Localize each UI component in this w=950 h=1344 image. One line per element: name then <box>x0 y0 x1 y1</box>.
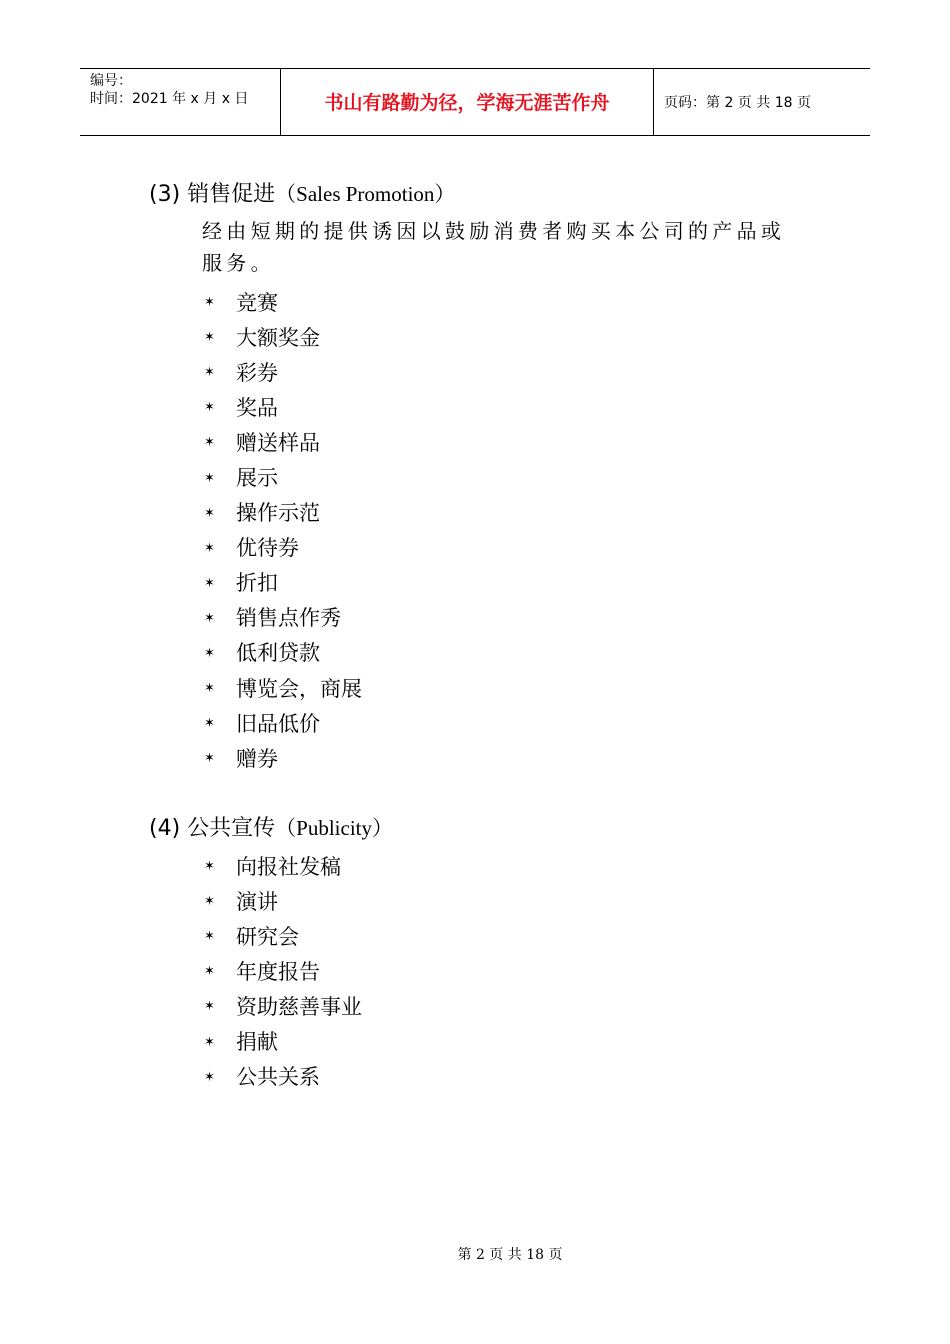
bullet-star-icon: ✶ <box>204 999 215 1015</box>
bullet-star-icon: ✶ <box>204 929 215 945</box>
list-item <box>204 884 362 919</box>
bullet-star-icon: ✶ <box>204 505 215 521</box>
section-4-list <box>204 849 362 1095</box>
list-item-text: 赠券 <box>236 746 278 771</box>
list-item-text: 奖品 <box>236 395 278 420</box>
list-item <box>204 741 362 776</box>
section-3-title-zh: (3) 销售促进 <box>149 182 276 207</box>
list-item-text: 赠送样品 <box>236 430 320 455</box>
list-item <box>204 460 362 495</box>
bullet-star-icon: ✶ <box>204 751 215 767</box>
list-item <box>204 1060 362 1095</box>
list-item <box>204 566 362 601</box>
list-item <box>204 601 362 636</box>
list-item-text: 捐献 <box>236 1030 278 1055</box>
list-item-text: 大额奖金 <box>236 325 320 350</box>
list-item <box>204 989 362 1024</box>
bullet-star-icon: ✶ <box>204 435 215 451</box>
bullet-star-icon: ✶ <box>204 295 215 311</box>
list-item-text: 彩券 <box>236 360 278 385</box>
section-3-list <box>204 285 362 776</box>
bullet-star-icon: ✶ <box>204 470 215 486</box>
list-item <box>204 919 362 954</box>
header-motto: 书山有路勤为径，学海无涯苦作舟 <box>324 92 610 114</box>
list-item <box>204 531 362 566</box>
bullet-star-icon: ✶ <box>204 964 215 980</box>
list-item-text: 研究会 <box>236 924 299 949</box>
list-item-text: 演讲 <box>236 889 278 914</box>
bullet-star-icon: ✶ <box>204 1034 215 1050</box>
list-item-text: 资助慈善事业 <box>236 994 362 1019</box>
list-item-text: 展示 <box>236 466 278 491</box>
bullet-star-icon: ✶ <box>204 859 215 875</box>
page-footer: 第 2 页 共 18 页 <box>457 1247 563 1263</box>
list-item-text: 旧品低价 <box>236 711 320 736</box>
section-4-title-en: （Publicity） <box>275 816 394 840</box>
list-item-text: 向报社发稿 <box>236 854 341 879</box>
list-item-text: 竞赛 <box>236 290 278 315</box>
bullet-star-icon: ✶ <box>204 400 215 416</box>
bullet-star-icon: ✶ <box>204 645 215 661</box>
list-item-text: 折扣 <box>236 571 278 596</box>
header-page-cell <box>654 69 870 135</box>
list-item <box>204 496 362 531</box>
list-item <box>204 390 362 425</box>
list-item <box>204 320 362 355</box>
list-item-text: 年度报告 <box>236 959 320 984</box>
list-item <box>204 636 362 671</box>
bullet-star-icon: ✶ <box>204 894 215 910</box>
bullet-star-icon: ✶ <box>204 610 215 626</box>
document-number: 编号： <box>90 73 132 89</box>
section-3-title-en: （Sales Promotion） <box>275 182 456 206</box>
list-item <box>204 285 362 320</box>
list-item-text: 操作示范 <box>236 501 320 526</box>
bullet-star-icon: ✶ <box>204 575 215 591</box>
list-item <box>204 671 362 706</box>
bullet-star-icon: ✶ <box>204 681 215 697</box>
header-page-code: 页码：第 2 页 共 18 页 <box>664 95 811 111</box>
list-item <box>204 355 362 390</box>
list-item-text: 公共关系 <box>236 1065 320 1090</box>
list-item <box>204 1024 362 1059</box>
bullet-star-icon: ✶ <box>204 716 215 732</box>
section-3-title <box>149 180 455 209</box>
list-item-text: 优待券 <box>236 536 299 561</box>
list-item <box>204 849 362 884</box>
header-meta-cell <box>80 69 281 135</box>
section-3-intro: 经由短期的提供诱因以鼓励消费者购买本公司的产品或服务。 <box>202 219 786 275</box>
list-item-text: 博览会，商展 <box>236 676 362 701</box>
list-item <box>204 954 362 989</box>
document-header <box>80 68 870 136</box>
document-date: 时间：2021 年 x 月 x 日 <box>90 91 249 107</box>
bullet-star-icon: ✶ <box>204 540 215 556</box>
list-item-text: 低利贷款 <box>236 641 320 666</box>
section-4-title <box>149 814 393 843</box>
bullet-star-icon: ✶ <box>204 330 215 346</box>
list-item-text: 销售点作秀 <box>236 606 341 631</box>
bullet-star-icon: ✶ <box>204 365 215 381</box>
list-item <box>204 706 362 741</box>
bullet-star-icon: ✶ <box>204 1069 215 1085</box>
header-motto-cell <box>281 69 654 135</box>
section-4-title-zh: (4) 公共宣传 <box>149 816 276 841</box>
list-item <box>204 425 362 460</box>
